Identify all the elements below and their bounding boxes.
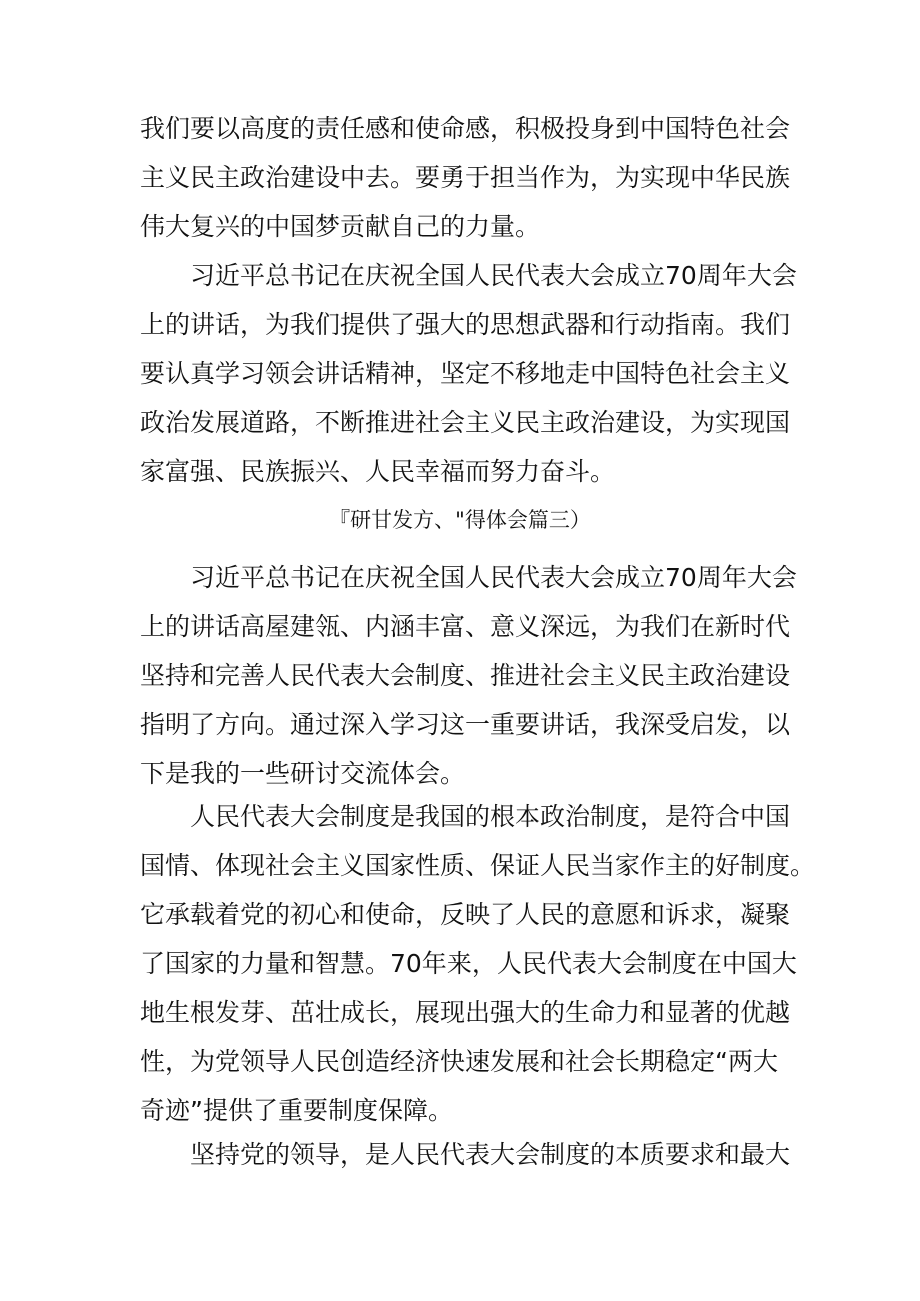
paragraph-line: 地生根发芽、茁壮成长，展现出强大的生命力和显著的优越 (140, 998, 791, 1027)
paragraph-line: 性，为党领导人民创造经济快速发展和社会长期稳定“两大 (140, 1047, 778, 1076)
paragraph-line: 了国家的力量和智慧。70年来，人民代表大会制度在中国大 (140, 949, 797, 978)
paragraph-line: 我们要以高度的责任感和使命感，积极投身到中国特色社会 (140, 114, 791, 143)
paragraph-line: 指明了方向。通过深入学习这一重要讲话，我深受启发，以 (140, 710, 791, 739)
paragraph-line: 国情、体现社会主义国家性质、保证人民当家作主的好制度。 (140, 851, 816, 880)
paragraph-line: 要认真学习领会讲话精神，坚定不移地走中国特色社会主义 (140, 359, 791, 388)
paragraph-line: 习近平总书记在庆祝全国人民代表大会成立70周年大会 (190, 261, 797, 290)
paragraph-line: 坚持和完善人民代表大会制度、推进社会主义民主政治建设 (140, 661, 791, 690)
paragraph-line: 坚持党的领导，是人民代表大会制度的本质要求和最大 (190, 1140, 791, 1169)
paragraph-line: 奇迹”提供了重要制度保障。 (140, 1096, 453, 1125)
section-heading: 『研甘发方、"得体会篇三） (329, 508, 591, 532)
paragraph-line: 主义民主政治建设中去。要勇于担当作为，为实现中华民族 (140, 163, 791, 192)
paragraph-line: 上的讲话高屋建瓴、内涵丰富、意义深远，为我们在新时代 (140, 612, 791, 641)
paragraph-line: 它承载着党的初心和使命，反映了人民的意愿和诉求，凝聚 (140, 900, 791, 929)
paragraph-line: 政治发展道路，不断推进社会主义民主政治建设，为实现国 (140, 408, 791, 437)
paragraph-line: 人民代表大会制度是我国的根本政治制度，是符合中国 (190, 802, 791, 831)
paragraph-line: 上的讲话，为我们提供了强大的思想武器和行动指南。我们 (140, 310, 791, 339)
paragraph-line: 伟大复兴的中国梦贡献自己的力量。 (140, 212, 541, 241)
paragraph-line: 家富强、民族振兴、人民幸福而努力奋斗。 (140, 457, 616, 486)
paragraph-line: 习近平总书记在庆祝全国人民代表大会成立70周年大会 (190, 563, 797, 592)
paragraph-line: 下是我的一些研讨交流体会。 (140, 759, 466, 788)
